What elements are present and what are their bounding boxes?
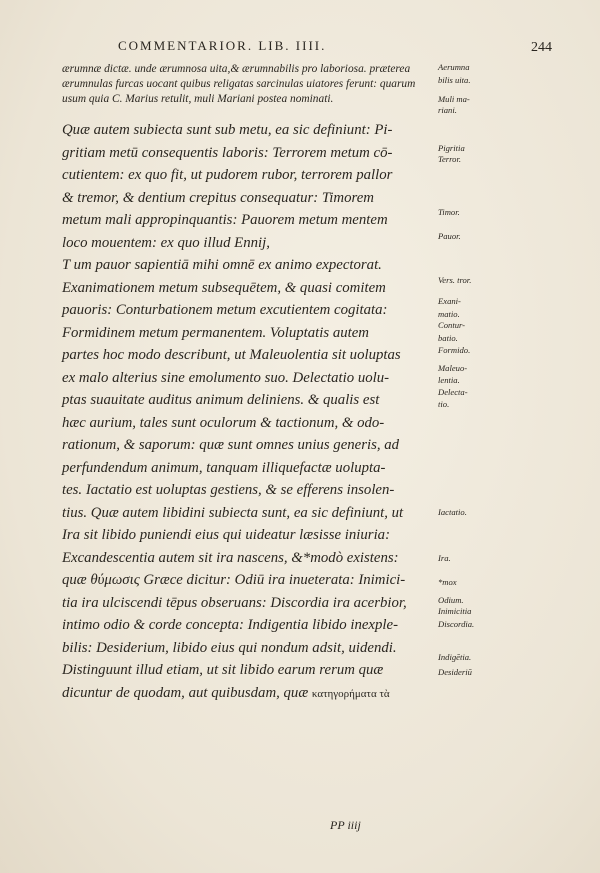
text-line: ærumnulas furcas uocant quibus religatas sarcinulas uiatores ferunt: quarum xyxy=(62,78,416,90)
margin-note: bilis uita. xyxy=(438,75,471,85)
margin-note: Odium. xyxy=(438,595,464,605)
text-line: usum quia C. Marius retulit, muli Mariani postea nominati. xyxy=(62,93,334,105)
text-line: & tremor, & dentium crepitus consequatur: Timorem xyxy=(62,189,374,206)
text-line: pauoris: Conturbationem metum excutientem cogitata: xyxy=(62,302,388,318)
margin-note: Vers. tror. xyxy=(438,275,472,285)
running-title: COMMENTARIOR. LIB. IIII. xyxy=(118,38,327,53)
margin-note: riani. xyxy=(438,105,457,115)
text-line: quæ θύμωσις Græce dicitur: Odiū ira inueterata: Inimici- xyxy=(62,572,406,588)
text-line: loco mouentem: ex quo illud Ennij, xyxy=(62,234,270,251)
margin-note: Aerumna xyxy=(438,62,470,72)
margin-note: Muli ma- xyxy=(438,94,470,104)
margin-note: Delecta- xyxy=(438,387,468,397)
text-line: bilis: Desiderium, libido eius qui nondum adsit, uidendi. xyxy=(62,639,397,656)
text-line: tes. Iactatio est uoluptas gestiens, & se efferens insolen- xyxy=(62,482,395,498)
text-line: cutientem: ex quo fit, ut pudorem rubor, terrorem pallor xyxy=(62,167,393,183)
text-line: intimo odio & corde concepta: Indigentia libido inexple- xyxy=(62,617,399,633)
margin-note: Pauor. xyxy=(438,231,461,241)
margin-note: Discordia. xyxy=(438,619,475,629)
text-line: hæc aurium, tales sunt oculorum & tactionum, & odo- xyxy=(62,414,385,431)
greek-phrase: κατηγορήματα τὰ xyxy=(311,687,390,700)
text-line: Formidinem metum permanentem. Voluptatis autem xyxy=(62,324,369,341)
margin-note: tio. xyxy=(438,399,450,409)
text-line: Distinguunt illud etiam, ut sit libido earum rerum quæ xyxy=(62,662,384,678)
signature-mark: PP iiij xyxy=(330,818,361,832)
margin-note: Indigētia. xyxy=(438,652,472,662)
text-line-content: dicuntur de quodam, aut quibusdam, quæ xyxy=(62,684,309,701)
margin-note: Contur- xyxy=(438,320,466,330)
running-header xyxy=(112,38,552,58)
margin-note: Terror. xyxy=(438,154,462,164)
margin-note: Pigritia xyxy=(438,143,465,153)
text-line: Ira sit libido puniendi eius qui uideatur læsisse iniuria: xyxy=(62,527,391,543)
text-line: perfundendum animum, tanquam illiquefactæ uolupta- xyxy=(62,459,386,476)
text-line: T um pauor sapientiā mihi omnē ex animo expectorat. xyxy=(62,257,382,273)
text-line: ptas suauitate auditus animum deliniens. & qualis est xyxy=(62,392,380,408)
text-line: partes hoc modo describunt, ut Maleuolentia sit uoluptas xyxy=(62,347,401,363)
margin-note: matio. xyxy=(438,309,460,319)
small-print-paragraph xyxy=(62,62,437,107)
margin-note: Iactatio. xyxy=(438,507,467,517)
margin-note: Exani- xyxy=(438,296,461,306)
margin-note: Maleuo- xyxy=(438,363,468,373)
text-line: ærumnæ dictæ. unde ærumnosa uita,& ærumnabilis pro laboriosa. præterea xyxy=(62,63,411,75)
margin-note: batio. xyxy=(438,333,458,343)
margin-note: Desideriū xyxy=(438,667,472,677)
margin-note: *mox xyxy=(438,577,457,587)
main-paragraph xyxy=(62,119,437,705)
margin-note: Timor. xyxy=(438,207,460,217)
text-line: Exanimationem metum subsequētem, & quasi comitem xyxy=(62,279,386,296)
text-line: metum mali appropinquantis: Pauorem metum mentem xyxy=(62,212,388,228)
text-line: Quæ autem subiecta sunt sub metu, ea sic definiunt: Pi- xyxy=(62,122,393,138)
main-text xyxy=(62,62,437,705)
margin-note: Ira. xyxy=(438,553,451,563)
text-line: tius. Quæ autem libidini subiecta sunt, ea sic definiunt, ut xyxy=(62,504,404,521)
page-number: 244 xyxy=(531,40,552,55)
margin-note: Inimicitia xyxy=(438,606,472,616)
text-line: Excandescentia autem sit ira nascens, &*modò existens: xyxy=(62,549,399,566)
text-line: tia ira ulciscendi tēpus obseruans: Discordia ira acerbior, xyxy=(62,594,407,611)
margin-note: Formido. xyxy=(438,345,471,355)
margin-note: lentia. xyxy=(438,375,460,385)
text-line: rationum, & saporum: quæ sunt omnes unius generis, ad xyxy=(62,437,400,453)
text-line-last xyxy=(62,682,437,706)
text-line: gritiam metū consequentis laboris: Terrorem metum cō- xyxy=(62,144,393,161)
text-line: ex malo alterius sine emolumento suo. Delectatio uolu- xyxy=(62,369,390,386)
